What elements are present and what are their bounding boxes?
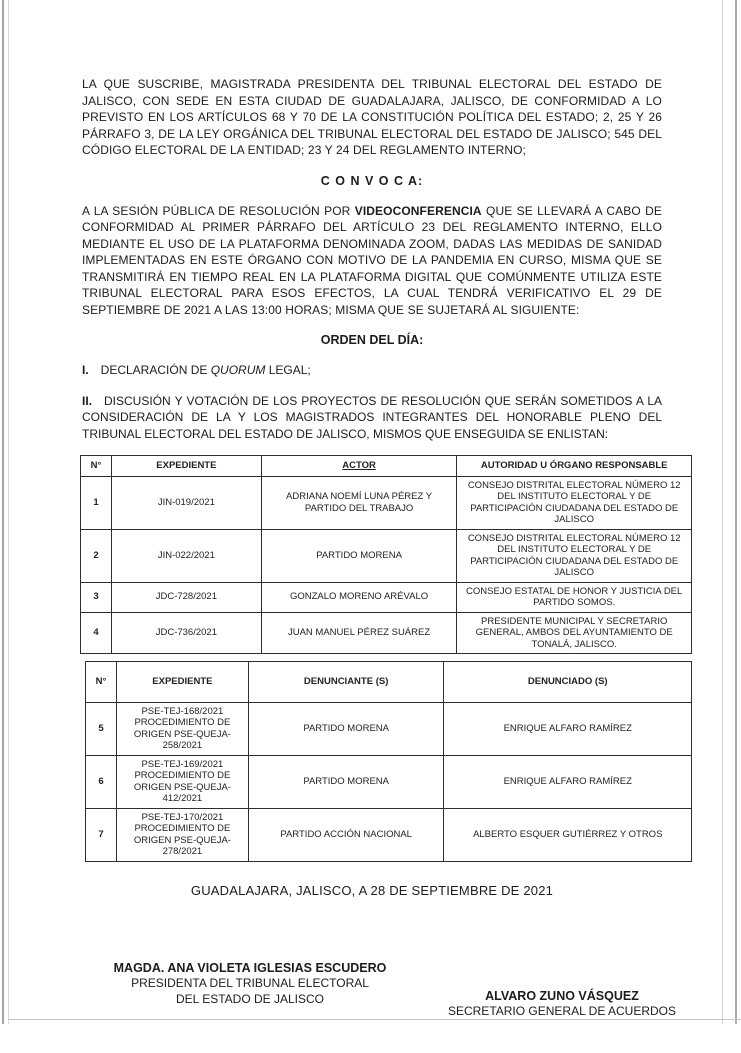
case-4-autoridad: PRESIDENTE MUNICIPAL Y SECRETARIO GENERAL, AMBOS DEL AYUNTAMIENTO DE TONALÁ, JALISCO.	[457, 612, 692, 654]
scan-edge-right-light	[722, 0, 723, 1024]
case-1-autoridad: CONSEJO DISTRITAL ELECTORAL NÚMERO 12 DEL INSTITUTO ELECTORAL Y DE PARTICIPACIÓN CIUDADANA DEL ESTADO DE JALISCO	[457, 476, 692, 529]
case-1-actor: ADRIANA NOEMÍ LUNA PÉREZ Y PARTIDO DEL TRABAJO	[261, 476, 457, 529]
case-4-expediente: JDC-736/2021	[111, 612, 261, 654]
cases-header-autoridad: AUTORIDAD U ÓRGANO RESPONSABLE	[457, 456, 692, 477]
president-signature	[100, 961, 400, 1008]
signature-section	[82, 943, 677, 1053]
secretary-name: ALVARO ZUNO VÁSQUEZ	[485, 988, 639, 1003]
date-line: GUADALAJARA, JALISCO, A 28 DE SEPTIEMBRE DE 2021	[190, 882, 554, 898]
complaints-header-num: N°	[86, 662, 117, 703]
case-row	[81, 582, 692, 612]
case-2-actor: PARTIDO MORENA	[261, 529, 457, 582]
cases-table-header-row	[81, 456, 692, 477]
complaint-7-expediente: PSE-TEJ-170/2021 PROCEDIMIENTO DE ORIGEN PSE-QUEJA-278/2021	[116, 808, 248, 861]
session-text-before: A LA SESIÓN PÚBLICA DE RESOLUCIÓN POR	[82, 203, 355, 218]
case-3-expediente: JDC-728/2021	[111, 582, 261, 612]
complaint-7-denunciado: ALBERTO ESQUER GUTIÉRREZ Y OTROS	[444, 808, 692, 861]
complaint-row	[86, 755, 692, 808]
session-paragraph	[82, 203, 662, 319]
agenda-item-1-text-before: DECLARACIÓN DE	[100, 363, 211, 377]
case-row	[81, 612, 692, 654]
president-name: MAGDA. ANA VIOLETA IGLESIAS ESCUDERO	[113, 960, 387, 975]
complaint-6-denunciante: PARTIDO MORENA	[248, 755, 444, 808]
complaint-5-num: 5	[86, 702, 117, 755]
complaint-7-num: 7	[86, 808, 117, 861]
session-text-after: QUE SE LLEVARÁ A CABO DE CONFORMIDAD AL PRIMER PÁRRAFO DEL ARTÍCULO 23 DEL REGLAMENTO INTERNO, ELLO MEDIANTE EL USO DE LA PLATAFORMA DENOMINADA ZOOM, DADAS LAS MEDIDAS DE SANIDAD IMPLEMENTADAS EN ESTE ÓRGANO CON MOTIVO DE LA PANDEMIA EN CURSO, MISMA QUE SE TRANSMITIRÁ EN TIEMPO REAL EN LA PLATAFORMA DIGITAL QUE COMÚNMENTE UTILIZA ESTE TRIBUNAL ELECTORAL PARA ESOS EFECTOS, LA CUAL TENDRÁ VERIFICATIVO EL 29 DE SEPTIEMBRE DE 2021 A LAS 13:00 HORAS; MISMA QUE SE SUJETARÁ AL SIGUIENTE:	[82, 203, 662, 317]
complaint-row	[86, 702, 692, 755]
convoca-heading: C O N V O C A:	[320, 173, 424, 188]
complaint-row	[86, 808, 692, 861]
cases-table	[80, 455, 692, 654]
complaint-7-denunciante: PARTIDO ACCIÓN NACIONAL	[248, 808, 444, 861]
scan-edge-left-dark	[2, 0, 4, 1024]
agenda-item-2	[82, 393, 662, 443]
complaints-header-denunciado: DENUNCIADO (S)	[444, 662, 692, 703]
case-4-num: 4	[81, 612, 112, 654]
cases-header-num: N°	[81, 456, 112, 477]
complaint-5-denunciado: ENRIQUE ALFARO RAMÍREZ	[444, 702, 692, 755]
opening-paragraph: LA QUE SUSCRIBE, MAGISTRADA PRESIDENTA DEL TRIBUNAL ELECTORAL DEL ESTADO DE JALISCO, CON SEDE EN ESTA CIUDAD DE GUADALAJARA, JALISCO, DE CONFORMIDAD A LO PREVISTO EN LOS ARTÍCULOS 68 Y 70 DE LA CONSTITUCIÓN POLÍTICA DEL ESTADO; 2, 25 Y 26 PÁRRAFO 3, DE LA LEY ORGÁNICA DEL TRIBUNAL ELECTORAL DEL ESTADO DE JALISCO; 545 DEL CÓDIGO ELECTORAL DE LA ENTIDAD; 23 Y 24 DEL REGLAMENTO INTERNO;	[82, 77, 662, 157]
complaint-6-num: 6	[86, 755, 117, 808]
case-2-autoridad: CONSEJO DISTRITAL ELECTORAL NÚMERO 12 DEL INSTITUTO ELECTORAL Y DE PARTICIPACIÓN CIUDADANA DEL ESTADO DE JALISCO	[457, 529, 692, 582]
cases-header-actor: ACTOR	[261, 456, 457, 477]
complaints-header-expediente: EXPEDIENTE	[116, 662, 248, 703]
case-3-autoridad: CONSEJO ESTATAL DE HONOR Y JUSTICIA DEL PARTIDO SOMOS.	[457, 582, 692, 612]
quorum-italic: QUORUM	[210, 363, 266, 377]
complaint-5-expediente: PSE-TEJ-168/2021 PROCEDIMIENTO DE ORIGEN PSE-QUEJA-258/2021	[116, 702, 248, 755]
case-2-num: 2	[81, 529, 112, 582]
president-title-line1: PRESIDENTA DEL TRIBUNAL ELECTORAL	[131, 976, 369, 990]
agenda-item-2-text: DISCUSIÓN Y VOTACIÓN DE LOS PROYECTOS DE RESOLUCIÓN QUE SERÁN SOMETIDOS A LA CONSIDERACIÓN DE LA Y LOS MAGISTRADOS INTEGRANTES DEL HONORABLE PLENO DEL TRIBUNAL ELECTORAL DEL ESTADO DE JALISCO, MISMOS QUE ENSEGUIDA SE ENLISTAN:	[82, 393, 662, 441]
scan-edge-left-light	[8, 0, 9, 1024]
videoconferencia-emphasis: VIDEOCONFERENCIA	[354, 203, 482, 218]
complaint-6-expediente: PSE-TEJ-169/2021 PROCEDIMIENTO DE ORIGEN PSE-QUEJA-412/2021	[116, 755, 248, 808]
secretary-title: SECRETARIO GENERAL DE ACUERDOS	[447, 1004, 677, 1018]
case-3-num: 3	[81, 582, 112, 612]
complaints-table	[85, 661, 692, 862]
president-title-line2: DEL ESTADO DE JALISCO	[175, 991, 325, 1006]
secretary-signature	[412, 989, 712, 1020]
case-row	[81, 529, 692, 582]
complaints-header-denunciante: DENUNCIANTE (S)	[248, 662, 444, 703]
orden-del-dia-heading: ORDEN DEL DÍA:	[320, 333, 424, 347]
cases-header-expediente: EXPEDIENTE	[111, 456, 261, 477]
complaint-5-denunciante: PARTIDO MORENA	[248, 702, 444, 755]
document-content	[82, 76, 683, 1053]
complaint-6-denunciado: ENRIQUE ALFARO RAMÍREZ	[444, 755, 692, 808]
case-4-actor: JUAN MANUEL PÉREZ SUÁREZ	[261, 612, 457, 654]
case-1-num: 1	[81, 476, 112, 529]
case-3-actor: GONZALO MORENO ARÉVALO	[261, 582, 457, 612]
agenda-item-1	[82, 362, 662, 379]
case-row	[81, 476, 692, 529]
case-1-expediente: JIN-019/2021	[111, 476, 261, 529]
agenda-item-1-number: I.	[82, 363, 89, 377]
agenda-item-1-text-after: LEGAL;	[265, 363, 311, 377]
case-2-expediente: JIN-022/2021	[111, 529, 261, 582]
scan-edge-right-dark	[735, 0, 737, 1024]
complaints-table-header-row	[86, 662, 692, 703]
agenda-item-2-number: II.	[82, 393, 93, 408]
